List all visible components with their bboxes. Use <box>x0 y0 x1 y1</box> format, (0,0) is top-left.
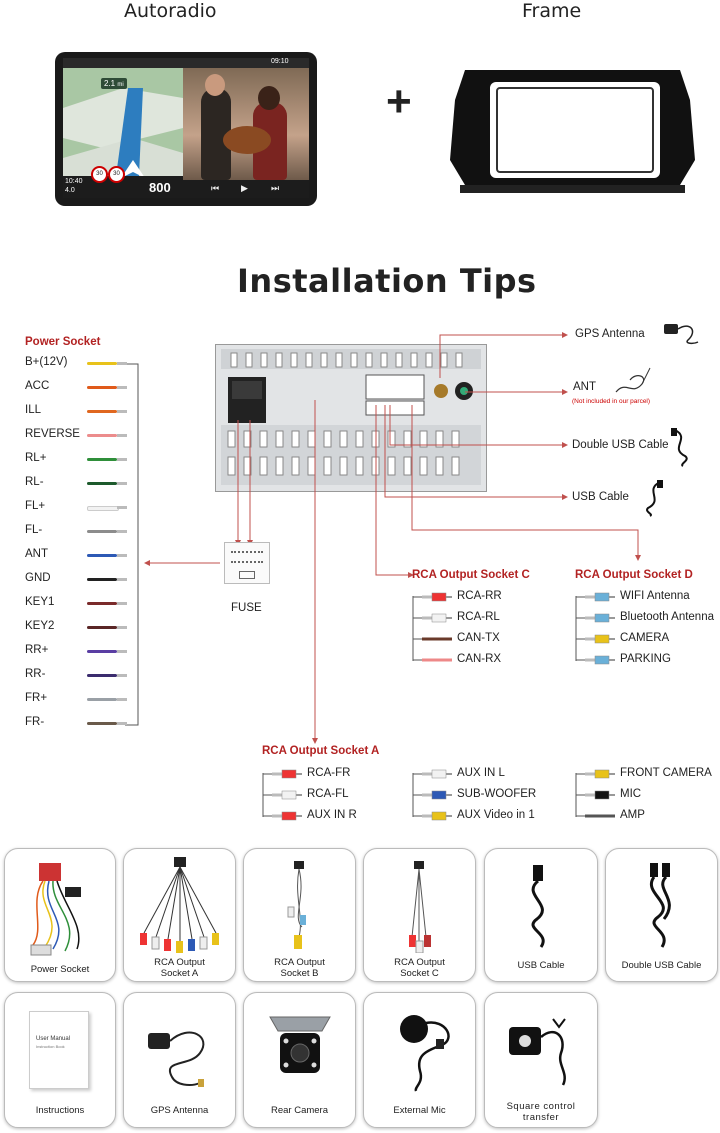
caption-usb-cable: USB Cable <box>517 960 565 971</box>
page-title: Installation Tips <box>237 262 537 300</box>
rca-plug <box>595 770 609 778</box>
rca-pin <box>296 794 302 796</box>
caption-rca-a: RCA Output Socket A <box>154 957 205 979</box>
pin-wire <box>87 434 117 437</box>
ant-icon <box>612 366 658 398</box>
next-icon[interactable]: ⏭ <box>271 183 280 193</box>
pin-wire <box>87 362 117 365</box>
caption-power-socket: Power Socket <box>30 964 90 975</box>
rca-item-label: CAN-TX <box>457 632 500 644</box>
double-usb-icon <box>665 426 695 468</box>
ant-note: (Not included in our parcel) <box>572 398 651 405</box>
gps-antenna-icon <box>660 316 700 346</box>
pin-label: ACC <box>25 380 50 392</box>
rca-plug <box>595 656 609 664</box>
rca-bracket <box>575 767 619 830</box>
rca-plug <box>595 593 609 601</box>
rca-a-col2 <box>412 767 562 827</box>
pin-tip <box>117 506 127 509</box>
rca-item-label: FRONT CAMERA <box>620 767 712 779</box>
pin-tip <box>117 482 127 485</box>
pin-tip <box>117 530 127 533</box>
rca-plug <box>432 770 446 778</box>
pin-tip <box>117 410 127 413</box>
usb-cable-icon <box>640 478 670 518</box>
pin-wire <box>87 602 117 605</box>
pin-label: RL- <box>25 476 44 488</box>
pin-tip <box>117 626 127 629</box>
rca-bracket <box>412 767 456 830</box>
rca-plug <box>432 614 446 622</box>
value-text: 800 <box>149 180 171 195</box>
pin-label: ANT <box>25 548 48 560</box>
gps-antenna-label: GPS Antenna <box>575 328 645 340</box>
caption-external-mic: External Mic <box>393 1105 446 1116</box>
rca-item-label: RCA-RL <box>457 611 500 623</box>
pin-wire <box>87 458 117 461</box>
pin-tip <box>117 434 127 437</box>
rca-item-label: CAMERA <box>620 632 670 644</box>
rca-c-title: RCA Output Socket C <box>412 569 530 581</box>
time-text: 10:40 <box>65 178 83 185</box>
caption-square-control: Square control transfer <box>506 1101 576 1123</box>
rca-bracket <box>575 590 619 674</box>
card-power-socket <box>4 848 116 982</box>
caption-rca-c: RCA Output Socket C <box>394 957 445 979</box>
rca-plug <box>432 791 446 799</box>
rca-a-image <box>134 853 226 953</box>
manual-image <box>29 1011 89 1089</box>
rca-pin <box>609 659 615 661</box>
external-mic-image <box>386 1009 456 1093</box>
manual-title: User Manual <box>36 1036 71 1042</box>
pin-label: KEY2 <box>25 620 55 632</box>
rca-item-label: AMP <box>620 809 645 821</box>
caption-gps-antenna: GPS Antenna <box>150 1105 209 1116</box>
card-square-control <box>484 992 598 1128</box>
rca-plug <box>432 593 446 601</box>
double-usb-image <box>636 859 686 951</box>
rca-plug <box>282 791 296 799</box>
pin-wire <box>87 410 117 413</box>
pin-label: FL+ <box>25 500 46 512</box>
card-gps-antenna <box>123 992 236 1128</box>
rca-item-label: Bluetooth Antenna <box>620 611 714 623</box>
pin-label: FR- <box>25 716 45 728</box>
pin-tip <box>117 458 127 461</box>
pin-label: KEY1 <box>25 596 55 608</box>
rca-bracket <box>262 767 306 830</box>
rca-pin <box>609 638 615 640</box>
rca-item-label: MIC <box>620 788 642 800</box>
rca-plug <box>432 812 446 820</box>
usb-cable-image <box>515 861 565 951</box>
card-rca-a <box>123 848 236 982</box>
rca-pin <box>446 596 452 598</box>
pin-wire <box>87 698 117 701</box>
pin-wire <box>87 506 119 511</box>
caption-instructions: Instructions <box>35 1105 85 1116</box>
rca-c-image <box>394 857 444 953</box>
card-rca-b <box>243 848 356 982</box>
caption-double-usb: Double USB Cable <box>621 960 702 971</box>
pin-wire <box>87 386 117 389</box>
rca-a-title: RCA Output Socket A <box>262 745 380 757</box>
rca-pin <box>609 596 615 598</box>
pin-label: RR+ <box>25 644 49 656</box>
ant-label: ANT <box>573 381 596 393</box>
rca-plug <box>282 812 296 820</box>
rca-cable <box>585 815 615 818</box>
rca-pin <box>609 794 615 796</box>
pin-tip <box>117 602 127 605</box>
rca-pin <box>446 617 452 619</box>
pin-tip <box>117 578 127 581</box>
rca-plug <box>282 770 296 778</box>
pin-label: RR- <box>25 668 46 680</box>
rca-plug <box>595 635 609 643</box>
fuse-connector <box>224 542 270 584</box>
rca-item-label: PARKING <box>620 653 671 665</box>
pin-wire <box>87 482 117 485</box>
speed-limit-b: 30 <box>108 166 125 183</box>
card-double-usb <box>605 848 718 982</box>
distance-value: 2.1 <box>104 79 116 88</box>
card-usb-cable <box>484 848 598 982</box>
card-rear-camera <box>243 992 356 1128</box>
dist2-text: 4.0 <box>65 187 75 194</box>
usb-cable-label: USB Cable <box>572 491 629 503</box>
rear-camera-image <box>266 1011 334 1091</box>
pin-label: RL+ <box>25 452 47 464</box>
pin-label: B+(12V) <box>25 356 68 368</box>
pin-wire <box>87 626 117 629</box>
gps-antenna-image <box>142 1013 218 1093</box>
pin-tip <box>117 674 127 677</box>
caption-rear-camera: Rear Camera <box>270 1105 329 1116</box>
rca-pin <box>609 773 615 775</box>
pin-wire <box>87 674 117 677</box>
pin-tip <box>117 722 127 725</box>
card-external-mic <box>363 992 476 1128</box>
rca-pin <box>296 773 302 775</box>
pin-tip <box>117 362 127 365</box>
rca-cable <box>422 659 452 662</box>
rca-item-label: RCA-FL <box>307 788 349 800</box>
square-control-image <box>505 1007 579 1087</box>
previous-icon[interactable]: ⏮ <box>211 183 220 193</box>
pin-wire <box>87 650 117 653</box>
power-socket-image <box>25 857 95 957</box>
rca-item-label: RCA-RR <box>457 590 502 602</box>
speed-limit-a: 30 <box>91 166 108 183</box>
rca-bracket <box>412 590 456 674</box>
pin-tip <box>117 698 127 701</box>
frame-heading: Frame <box>522 0 582 22</box>
rca-item-label: AUX IN L <box>457 767 505 779</box>
power-socket-pins <box>25 356 155 736</box>
rca-cable <box>422 638 452 641</box>
rca-plug <box>595 791 609 799</box>
rca-plug <box>595 614 609 622</box>
rca-item-label: SUB-WOOFER <box>457 788 537 800</box>
pin-label: ILL <box>25 404 41 416</box>
pin-wire <box>87 554 117 557</box>
rca-item-label: CAN-RX <box>457 653 502 665</box>
pin-wire <box>87 530 117 533</box>
play-icon[interactable]: ▶ <box>241 183 248 193</box>
pin-label: FR+ <box>25 692 48 704</box>
rca-item-label: RCA-FR <box>307 767 351 779</box>
pin-label: REVERSE <box>25 428 80 440</box>
rca-a-col1 <box>262 767 402 827</box>
rca-pin <box>446 794 452 796</box>
pin-label: GND <box>25 572 51 584</box>
manual-subtitle: Instruction Book <box>36 1044 65 1049</box>
pin-wire <box>87 578 117 581</box>
fuse-label: FUSE <box>231 602 262 614</box>
plus-sign: + <box>386 77 412 126</box>
rca-c-list <box>412 590 552 670</box>
rca-pin <box>609 617 615 619</box>
rca-b-image <box>274 857 324 953</box>
clock-text: 09:10 <box>271 58 289 65</box>
pin-tip <box>117 386 127 389</box>
rca-d-title: RCA Output Socket D <box>575 569 693 581</box>
rca-pin <box>296 815 302 817</box>
rca-pin <box>446 773 452 775</box>
distance-unit: mi <box>117 82 124 88</box>
pin-tip <box>117 650 127 653</box>
caption-rca-b: RCA Output Socket B <box>274 957 325 979</box>
rca-d-list <box>575 590 715 670</box>
card-rca-c <box>363 848 476 982</box>
double-usb-label: Double USB Cable <box>572 439 669 451</box>
pin-wire <box>87 722 117 725</box>
rca-a-col3 <box>575 767 715 827</box>
rca-item-label: AUX Video in 1 <box>457 809 535 821</box>
card-instructions <box>4 992 116 1128</box>
rca-item-label: WIFI Antenna <box>620 590 690 602</box>
power-socket-title: Power Socket <box>25 336 101 348</box>
pin-label: FL- <box>25 524 43 536</box>
rca-item-label: AUX IN R <box>307 809 357 821</box>
pin-tip <box>117 554 127 557</box>
autoradio-heading: Autoradio <box>124 0 217 22</box>
rca-pin <box>446 815 452 817</box>
